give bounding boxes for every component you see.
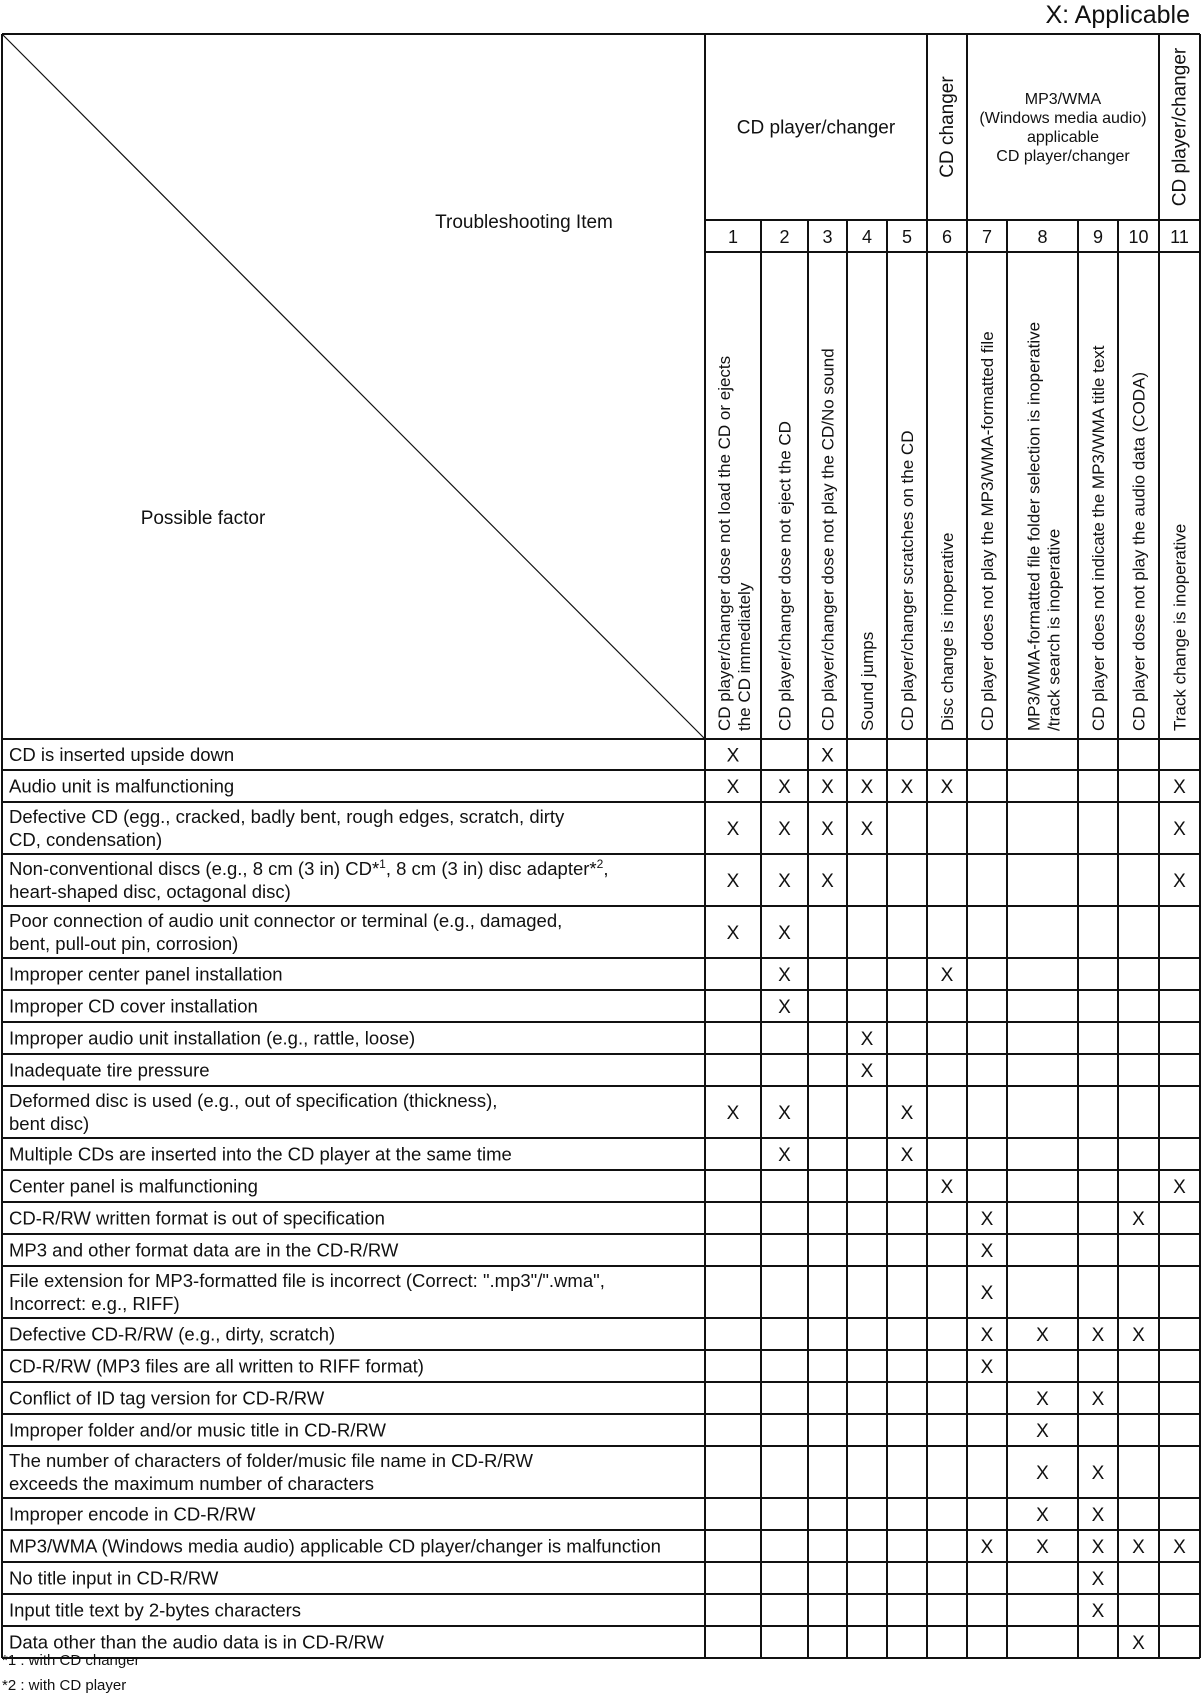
group-header-1: CD changer xyxy=(937,76,958,178)
factor-text: Input title text by 2-bytes characters xyxy=(9,1599,302,1621)
column-number-11: 11 xyxy=(1170,227,1189,247)
factor-row-13 xyxy=(9,1208,385,1229)
column-label-1 xyxy=(715,356,754,731)
factor-text: , xyxy=(603,858,609,879)
applicable-mark-r2-c5: X xyxy=(900,777,914,798)
footnote-ref: 2 xyxy=(596,857,604,871)
applicable-mark-r1-c1: X xyxy=(726,745,740,767)
applicable-mark-r2-c11: X xyxy=(1173,777,1186,798)
applicable-mark-r3-c2: X xyxy=(778,819,791,840)
column-number-2: 2 xyxy=(779,227,790,247)
column-number-7: 7 xyxy=(981,227,993,247)
applicable-mark-r22-c8: X xyxy=(1036,1537,1049,1558)
applicable-mark-r3-c1: X xyxy=(726,819,740,840)
factor-text: CD is inserted upside down xyxy=(9,744,235,765)
applicable-mark-r4-c2: X xyxy=(778,871,791,892)
factor-row-2 xyxy=(9,776,234,797)
applicable-mark-r5-c2: X xyxy=(778,923,791,944)
applicable-mark-r18-c8: X xyxy=(1036,1389,1049,1410)
factor-row-8 xyxy=(9,1028,415,1049)
column-number-1: 1 xyxy=(727,227,739,247)
applicable-mark-r16-c9: X xyxy=(1091,1325,1105,1346)
applicable-mark-r22-c10: X xyxy=(1132,1537,1145,1558)
footnote-1: *1 : with CD changer xyxy=(2,1652,140,1669)
applicable-mark-r22-c7: X xyxy=(980,1537,994,1558)
troubleshooting-item-label: Troubleshooting Item xyxy=(435,212,613,233)
group-header-line: MP3/WMA xyxy=(1024,91,1102,109)
factor-row-5 xyxy=(9,910,562,954)
applicable-mark-r5-c1: X xyxy=(726,923,740,944)
applicable-mark-r12-c11: X xyxy=(1173,1177,1186,1198)
factor-text: Non-conventional discs (e.g., 8 cm (3 in) CD* xyxy=(9,858,380,879)
applicable-mark-r10-c1: X xyxy=(726,1103,740,1124)
footnotes xyxy=(2,1648,140,1698)
factor-row-10 xyxy=(9,1090,497,1134)
group-header-line: CD player/changer xyxy=(736,117,896,139)
column-label-line: Sound jumps xyxy=(858,631,877,731)
factor-text: bent disc) xyxy=(9,1113,90,1134)
column-label-line: MP3/WMA-formatted file folder selection is inoperative xyxy=(1024,321,1044,731)
factor-row-22 xyxy=(9,1536,661,1557)
group-header-0 xyxy=(737,118,896,139)
factor-row-6 xyxy=(9,964,283,985)
applicable-mark-r2-c2: X xyxy=(778,777,791,798)
factor-row-12 xyxy=(9,1176,258,1197)
applicable-mark-r2-c1: X xyxy=(726,777,740,798)
factor-row-9 xyxy=(9,1060,210,1081)
factor-text: Conflict of ID tag version for CD-R/RW xyxy=(9,1387,325,1409)
column-label-4 xyxy=(858,632,877,731)
applicable-mark-r17-c7: X xyxy=(980,1357,994,1378)
column-label-line: /track search is inoperative xyxy=(1044,528,1064,731)
column-label-line: CD player/changer dose not play the CD/No sound xyxy=(818,348,838,731)
column-label-line: CD player dose not play the audio data (CODA) xyxy=(1129,371,1149,731)
factor-text: Data other than the audio data is in CD-R/RW xyxy=(9,1631,384,1653)
column-label-6 xyxy=(938,533,957,731)
column-label-line: Disc change is inoperative xyxy=(938,532,957,731)
column-label-line: CD player does not indicate the MP3/WMA title text xyxy=(1089,345,1108,731)
column-label-line: CD player does not play the MP3/WMA-formatted file xyxy=(978,331,997,731)
factor-text: Incorrect: e.g., RIFF) xyxy=(9,1293,180,1314)
column-label-line: CD player/changer dose not load the CD or ejects xyxy=(715,355,734,731)
factor-text: File extension for MP3-formatted file is incorrect (Correct: ".mp3"/".wma", xyxy=(9,1270,605,1291)
applicable-mark-r22-c11: X xyxy=(1173,1537,1186,1558)
applicable-mark-r16-c8: X xyxy=(1036,1325,1049,1346)
factor-text: exceeds the maximum number of characters xyxy=(9,1473,375,1494)
factor-text: heart-shaped disc, octagonal disc) xyxy=(9,881,291,902)
factor-text: CD, condensation) xyxy=(9,829,163,850)
column-number-9: 9 xyxy=(1092,227,1104,247)
factor-text: bent, pull-out pin, corrosion) xyxy=(9,933,239,954)
factor-text: MP3/WMA (Windows media audio) applicable CD player/changer is malfunction xyxy=(9,1535,661,1557)
factor-row-19 xyxy=(9,1420,387,1441)
column-number-3: 3 xyxy=(822,227,833,247)
applicable-mark-r18-c9: X xyxy=(1091,1389,1105,1410)
factor-text: Audio unit is malfunctioning xyxy=(9,775,235,797)
factor-row-3 xyxy=(9,806,565,850)
column-label-line: CD player/changer dose not eject the CD xyxy=(775,421,795,731)
footnote-ref: 1 xyxy=(379,857,386,871)
applicable-mark-r6-c2: X xyxy=(778,965,791,986)
applicable-mark-r2-c3: X xyxy=(821,777,834,798)
group-header-line: applicable xyxy=(1026,129,1100,147)
applicable-mark-r9-c4: X xyxy=(860,1061,874,1082)
applicable-mark-r20-c8: X xyxy=(1036,1463,1049,1484)
applicable-mark-r13-c7: X xyxy=(980,1209,994,1230)
column-label-10 xyxy=(1130,372,1149,731)
column-label-line: Track change is inoperative xyxy=(1170,523,1190,731)
applicable-mark-r16-c10: X xyxy=(1132,1325,1145,1346)
applicable-mark-r19-c8: X xyxy=(1036,1421,1049,1442)
column-label-3 xyxy=(819,348,838,731)
applicable-mark-r21-c9: X xyxy=(1091,1505,1105,1526)
factor-row-23 xyxy=(9,1568,219,1589)
applicable-mark-r14-c7: X xyxy=(980,1241,994,1262)
footnote-2: *2 : with CD player xyxy=(2,1677,127,1694)
applicable-mark-r2-c4: X xyxy=(860,777,874,798)
column-label-9 xyxy=(1089,345,1108,731)
factor-text: MP3 and other format data are in the CD-R/RW xyxy=(9,1239,399,1261)
factor-row-21 xyxy=(9,1504,256,1525)
factor-row-17 xyxy=(9,1356,424,1377)
factor-text: Deformed disc is used (e.g., out of specification (thickness), xyxy=(9,1090,498,1111)
applicable-mark-r13-c10: X xyxy=(1132,1209,1145,1230)
factor-row-16 xyxy=(9,1324,335,1345)
group-header-line: (Windows media audio) xyxy=(979,110,1147,128)
factor-text: Poor connection of audio unit connector or terminal (e.g., damaged, xyxy=(9,910,563,931)
column-number-6: 6 xyxy=(941,227,953,247)
factor-text: Improper CD cover installation xyxy=(9,995,258,1017)
applicable-mark-r11-c2: X xyxy=(778,1145,791,1166)
group-header-line: CD player/changer xyxy=(996,148,1130,166)
applicable-mark-r2-c6: X xyxy=(940,777,954,798)
column-number-10: 10 xyxy=(1128,227,1149,247)
factor-text: Multiple CDs are inserted into the CD player at the same time xyxy=(9,1143,512,1165)
factor-row-11 xyxy=(9,1144,512,1165)
applicable-mark-r22-c9: X xyxy=(1091,1537,1105,1558)
column-label-5 xyxy=(898,431,917,731)
applicable-mark-r15-c7: X xyxy=(980,1283,994,1304)
column-label-7 xyxy=(978,331,997,731)
factor-text: No title input in CD-R/RW xyxy=(9,1567,219,1589)
factor-text: Inadequate tire pressure xyxy=(9,1059,210,1081)
factor-row-24 xyxy=(9,1600,301,1621)
applicable-mark-r11-c5: X xyxy=(900,1145,914,1166)
factor-text: Improper center panel installation xyxy=(9,963,283,985)
factor-text: CD-R/RW written format is out of specification xyxy=(9,1207,385,1229)
column-label-2 xyxy=(776,421,795,731)
applicable-mark-r24-c9: X xyxy=(1091,1601,1105,1622)
factor-text: Improper audio unit installation (e.g., rattle, loose) xyxy=(9,1027,416,1049)
applicable-mark-r4-c1: X xyxy=(726,871,740,892)
factor-row-7 xyxy=(9,996,258,1017)
factor-text: CD-R/RW (MP3 files are all written to RIFF format) xyxy=(9,1355,424,1377)
column-label-11 xyxy=(1171,524,1190,731)
factor-text: Improper encode in CD-R/RW xyxy=(9,1503,256,1525)
applicable-mark-r16-c7: X xyxy=(980,1325,994,1346)
column-number-8: 8 xyxy=(1037,227,1048,247)
applicable-mark-r21-c8: X xyxy=(1036,1505,1049,1526)
possible-factor-label: Possible factor xyxy=(140,508,266,529)
applicable-mark-r10-c5: X xyxy=(900,1103,914,1124)
column-number-5: 5 xyxy=(901,227,913,247)
applicable-mark-r20-c9: X xyxy=(1091,1463,1105,1484)
applicable-mark-r8-c4: X xyxy=(860,1029,874,1050)
applicable-mark-r6-c6: X xyxy=(940,965,954,986)
corner-diagonal xyxy=(2,34,705,739)
factor-row-15 xyxy=(9,1270,605,1314)
applicable-mark-r25-c10: X xyxy=(1132,1633,1145,1654)
factor-row-1 xyxy=(9,744,234,765)
factor-text: Defective CD-R/RW (e.g., dirty, scratch) xyxy=(9,1323,336,1345)
applicable-mark-r7-c2: X xyxy=(778,997,791,1018)
applicable-mark-r1-c3: X xyxy=(821,745,834,767)
factor-text: , 8 cm (3 in) disc adapter* xyxy=(385,858,597,879)
applicable-mark-r23-c9: X xyxy=(1091,1569,1105,1590)
applicable-mark-r10-c2: X xyxy=(778,1103,791,1124)
applicable-mark-r3-c4: X xyxy=(860,819,874,840)
applicable-mark-r3-c11: X xyxy=(1173,819,1186,840)
factor-row-4 xyxy=(9,857,608,902)
applicable-mark-r12-c6: X xyxy=(940,1177,954,1198)
column-label-line: CD player/changer scratches on the CD xyxy=(898,430,917,731)
applicable-legend: X: Applicable xyxy=(1045,1,1190,29)
group-header-2 xyxy=(979,91,1146,165)
applicable-mark-r4-c11: X xyxy=(1173,871,1186,892)
factor-row-14 xyxy=(9,1240,399,1261)
factor-row-18 xyxy=(9,1388,325,1409)
factor-text: Center panel is malfunctioning xyxy=(9,1175,258,1197)
applicable-mark-r3-c3: X xyxy=(821,819,834,840)
group-header-3: CD player/changer xyxy=(1169,47,1191,207)
column-number-4: 4 xyxy=(861,227,873,247)
column-label-line: the CD immediately xyxy=(735,582,754,731)
factor-text: Defective CD (egg., cracked, badly bent, rough edges, scratch, dirty xyxy=(9,806,565,827)
factor-text: Improper folder and/or music title in CD-R/RW xyxy=(9,1419,386,1441)
factor-row-20 xyxy=(9,1450,534,1494)
factor-text: The number of characters of folder/music file name in CD-R/RW xyxy=(9,1450,534,1471)
column-label-8 xyxy=(1025,322,1064,731)
applicable-mark-r4-c3: X xyxy=(821,871,834,892)
